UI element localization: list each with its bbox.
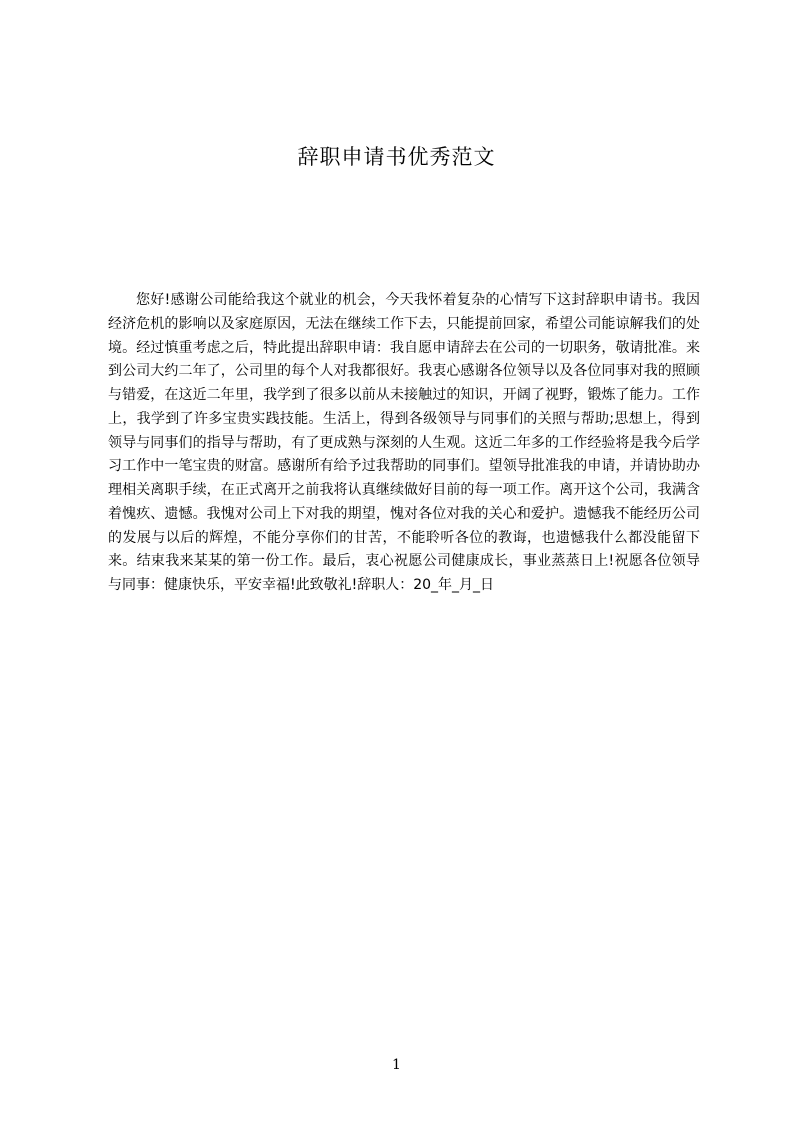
page-number: 1 [392, 1057, 401, 1073]
letter-body: 您好!感谢公司能给我这个就业的机会，今天我怀着复杂的心情写下这封辞职申请书。我因经济危机的影响以及家庭原因，无法在继续工作下去，只能提前回家，希望公司能谅解我们的处境。经过慎重考虑之后，特此提出辞职申请：我自愿申请辞去在公司的一切职务，敬请批准。来到公司大约二年了，公司里的每个人对我都很好。我衷心感谢各位领导以及各位同事对我的照顾与错爱，在这近二年里，我学到了很多以前从未接触过的知识，开阔了视野，锻炼了能力。工作上，我学到了许多宝贵实践技能。生活上，得到各级领导与同事们的关照与帮助;思想上，得到领导与同事们的指导与帮助，有了更成熟与深刻的人生观。这近二年多的工作经验将是我今后学习工作中一笔宝贵的财富。感谢所有给予过我帮助的同事们。望领导批准我的申请，并请协助办理相关离职手续，在正式离开之前我将认真继续做好目前的每一项工作。离开这个公司，我满含着愧疚、遗憾。我愧对公司上下对我的期望，愧对各位对我的关心和爱护。遗憾我不能经历公司的发展与以后的辉煌，不能分享你们的甘苦，不能聆听各位的教诲，也遗憾我什么都没能留下来。结束我来某某的第一份工作。最后，衷心祝愿公司健康成长，事业蒸蒸日上!祝愿各位领导与同事：健康快乐，平安幸福!此致敬礼!辞职人：20_年_月_日 [108, 292, 700, 593]
page-title: 辞职申请书优秀范文 [297, 145, 496, 169]
